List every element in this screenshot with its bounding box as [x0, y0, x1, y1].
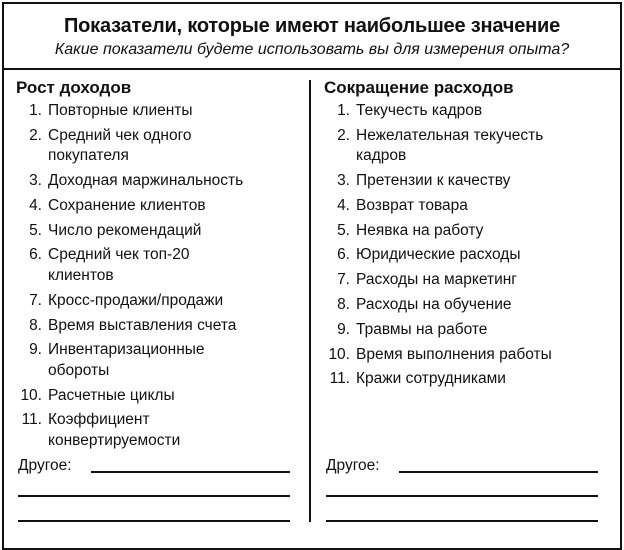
item-number: 2.: [337, 126, 350, 144]
revenue-other-line-2[interactable]: [18, 495, 290, 497]
item-number: 9.: [337, 320, 350, 338]
list-item: [16, 386, 296, 407]
list-item: [16, 410, 221, 451]
item-number: 6.: [337, 246, 350, 264]
item-text: Время выставления счета: [48, 316, 237, 334]
worksheet-header: [4, 4, 620, 70]
list-item: [324, 270, 609, 291]
item-number: 11.: [21, 411, 42, 429]
cost-other-line-3[interactable]: [326, 520, 598, 522]
list-item: [16, 340, 231, 381]
item-text: Время выполнения работы: [356, 345, 552, 363]
item-text: Средний чек одного покупателя: [48, 126, 192, 165]
item-text: Претензии к качеству: [356, 172, 511, 190]
item-number: 1.: [29, 102, 42, 119]
item-number: 5.: [337, 221, 350, 239]
revenue-other-label: Другое:: [18, 457, 72, 474]
item-text: Неявка на работу: [356, 221, 484, 239]
revenue-growth-heading: Рост доходов: [16, 78, 132, 97]
item-number: 6.: [29, 246, 42, 264]
cost-other-line-1[interactable]: [399, 471, 598, 473]
item-text: Юридические расходы: [356, 246, 521, 264]
item-number: 2.: [29, 126, 42, 144]
item-text: Расходы на маркетинг: [356, 271, 517, 289]
item-text: Возврат товара: [356, 196, 468, 214]
list-item: [324, 171, 609, 192]
list-item: [16, 126, 221, 167]
cost-reduction-list: [324, 101, 609, 390]
item-text: Нежелательная текучесть кадров: [356, 126, 544, 165]
item-text: Текучесть кадров: [356, 102, 483, 119]
cost-other-line-2[interactable]: [326, 495, 598, 497]
item-text: Число рекомендаций: [48, 221, 202, 239]
page-title: Показатели, которые имеют наибольшее значение: [63, 15, 561, 37]
item-text: Расходы на обучение: [356, 296, 512, 314]
item-number: 10.: [328, 345, 350, 363]
item-text: Кросс-продажи/продажи: [48, 291, 224, 309]
revenue-growth-column: [16, 78, 296, 456]
list-item: [16, 245, 221, 286]
list-item: [324, 196, 609, 217]
item-number: 4.: [29, 196, 42, 214]
list-item: [16, 316, 296, 337]
item-number: 8.: [29, 316, 42, 334]
list-item: [324, 101, 609, 122]
item-number: 1.: [337, 102, 350, 119]
cost-other-label: Другое:: [326, 457, 380, 474]
list-item: [16, 221, 296, 242]
item-text: Повторные клиенты: [48, 102, 193, 119]
item-number: 7.: [29, 291, 42, 309]
item-number: 11.: [329, 370, 350, 388]
item-text: Травмы на работе: [356, 320, 488, 338]
list-item: [324, 126, 569, 167]
list-item: [324, 221, 609, 242]
item-text: Инвентаризационные обороты: [48, 341, 205, 379]
list-item: [324, 320, 609, 341]
list-item: [324, 345, 609, 366]
list-item: [16, 171, 296, 192]
column-divider: [309, 80, 311, 522]
item-text: Сохранение клиентов: [48, 196, 206, 214]
revenue-other-line-3[interactable]: [18, 520, 290, 522]
list-item: [16, 196, 296, 217]
item-text: Расчетные циклы: [48, 386, 175, 404]
item-number: 8.: [337, 296, 350, 314]
list-item: [16, 291, 296, 312]
item-number: 4.: [337, 196, 350, 214]
list-item: [324, 369, 609, 390]
item-text: Коэффициент конвертируемости: [48, 411, 181, 449]
item-number: 3.: [29, 172, 42, 190]
list-item: [324, 295, 609, 316]
cost-reduction-heading: Сокращение расходов: [324, 78, 514, 97]
cost-reduction-column: [324, 78, 609, 394]
page-subtitle: Какие показатели будете использовать вы для измерения опыта?: [54, 41, 570, 58]
item-number: 5.: [29, 221, 42, 239]
item-number: 3.: [337, 172, 350, 190]
item-number: 9.: [29, 341, 42, 359]
item-number: 7.: [337, 271, 350, 289]
revenue-other-line-1[interactable]: [91, 471, 290, 473]
revenue-growth-list: [16, 101, 296, 451]
item-number: 10.: [20, 386, 42, 404]
item-text: Средний чек топ-20 клиентов: [48, 246, 190, 284]
item-text: Доходная маржинальность: [48, 172, 244, 190]
list-item: [16, 101, 296, 122]
item-text: Кражи сотрудниками: [356, 370, 506, 388]
list-item: [324, 245, 609, 266]
